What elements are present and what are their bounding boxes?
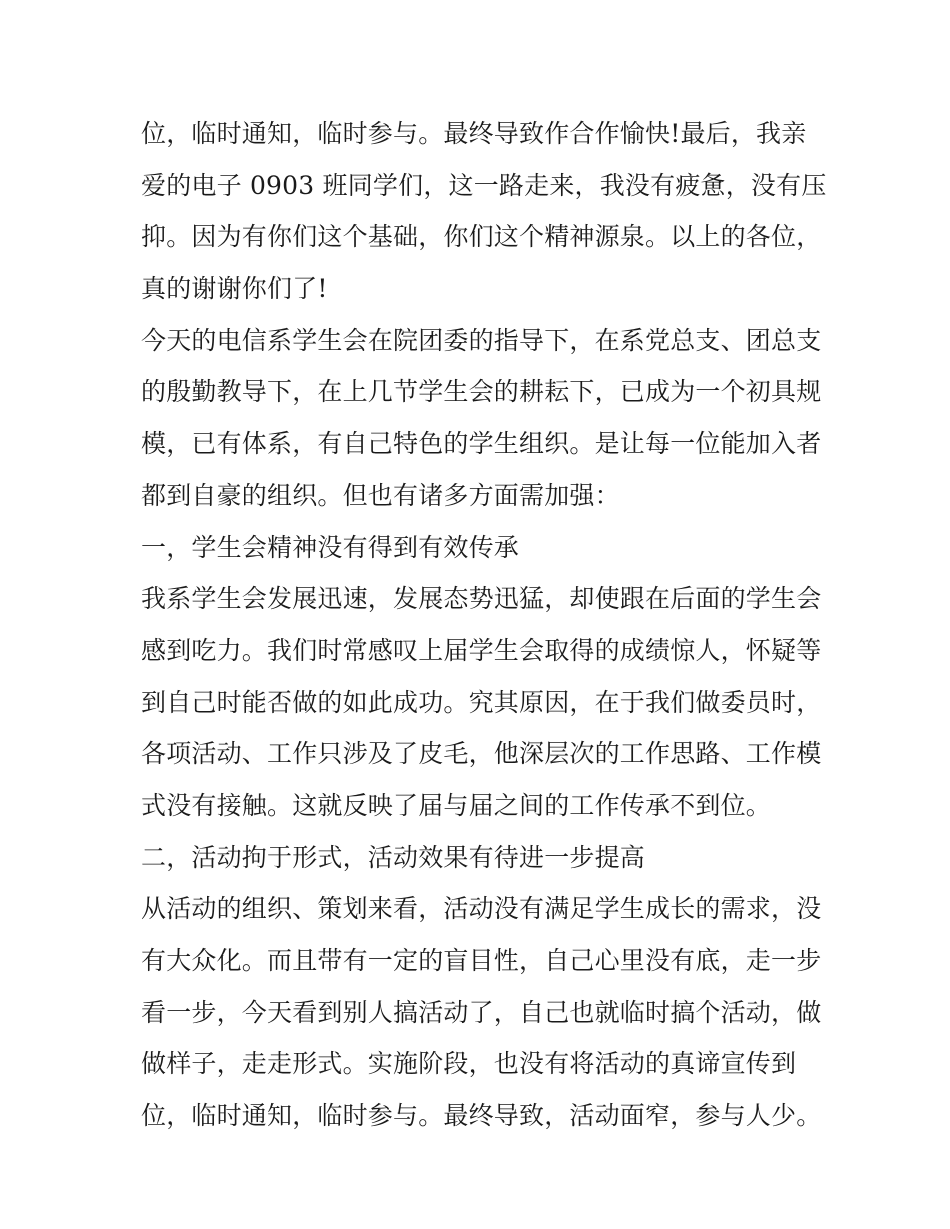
text-line: 式没有接触。这就反映了届与届之间的工作传承不到位。 — [141, 790, 772, 820]
text-line: 位，临时通知，临时参与。最终导致作合作愉快!最后，我亲 — [141, 119, 807, 148]
text-line: 做样子，走走形式。实施阶段，也没有将活动的真谛宣传到 — [141, 1049, 797, 1079]
text-line: 模，已有体系，有自己特色的学生组织。是让每一位能加入者 — [141, 429, 822, 459]
text-line: 我系学生会发展迅速，发展态势迅猛，却使跟在后面的学生会 — [141, 584, 822, 614]
text-line: 到自己时能否做的如此成功。究其原因，在于我们做委员时， — [141, 687, 822, 717]
section-heading: 一，学生会精神没有得到有效传承 — [141, 532, 520, 562]
text-line: 都到自豪的组织。但也有诸多方面需加强： — [141, 480, 620, 510]
text-line: 真的谢谢你们了! — [141, 274, 328, 304]
text-line: 感到吃力。我们时常感叹上届学生会取得的成绩惊人，怀疑等 — [141, 635, 822, 665]
section-heading: 二，活动拘于形式，活动效果有待进一步提高 — [141, 842, 646, 872]
text-line: 今天的电信系学生会在院团委的指导下，在系党总支、团总支 — [141, 325, 822, 355]
text-line: 抑。因为有你们这个基础，你们这个精神源泉。以上的各位， — [141, 222, 822, 252]
text-line: 从活动的组织、策划来看，活动没有满足学生成长的需求，没 — [141, 894, 822, 924]
text-line: 各项活动、工作只涉及了皮毛，他深层次的工作思路、工作模 — [141, 739, 822, 769]
text-line: 有大众化。而且带有一定的盲目性，自己心里没有底，走一步 — [141, 946, 822, 975]
text-line: 位，临时通知，临时参与。最终导致，活动面窄，参与人少。 — [141, 1101, 822, 1131]
text-line: 看一步，今天看到别人搞活动了，自己也就临时搞个活动，做 — [141, 997, 822, 1027]
text-line: 爱的电子 0903 班同学们，这一路走来，我没有疲惫，没有压 — [141, 170, 827, 200]
text-line: 的殷勤教导下，在上几节学生会的耕耘下，已成为一个初具规 — [141, 377, 822, 407]
body-text — [141, 108, 827, 1142]
